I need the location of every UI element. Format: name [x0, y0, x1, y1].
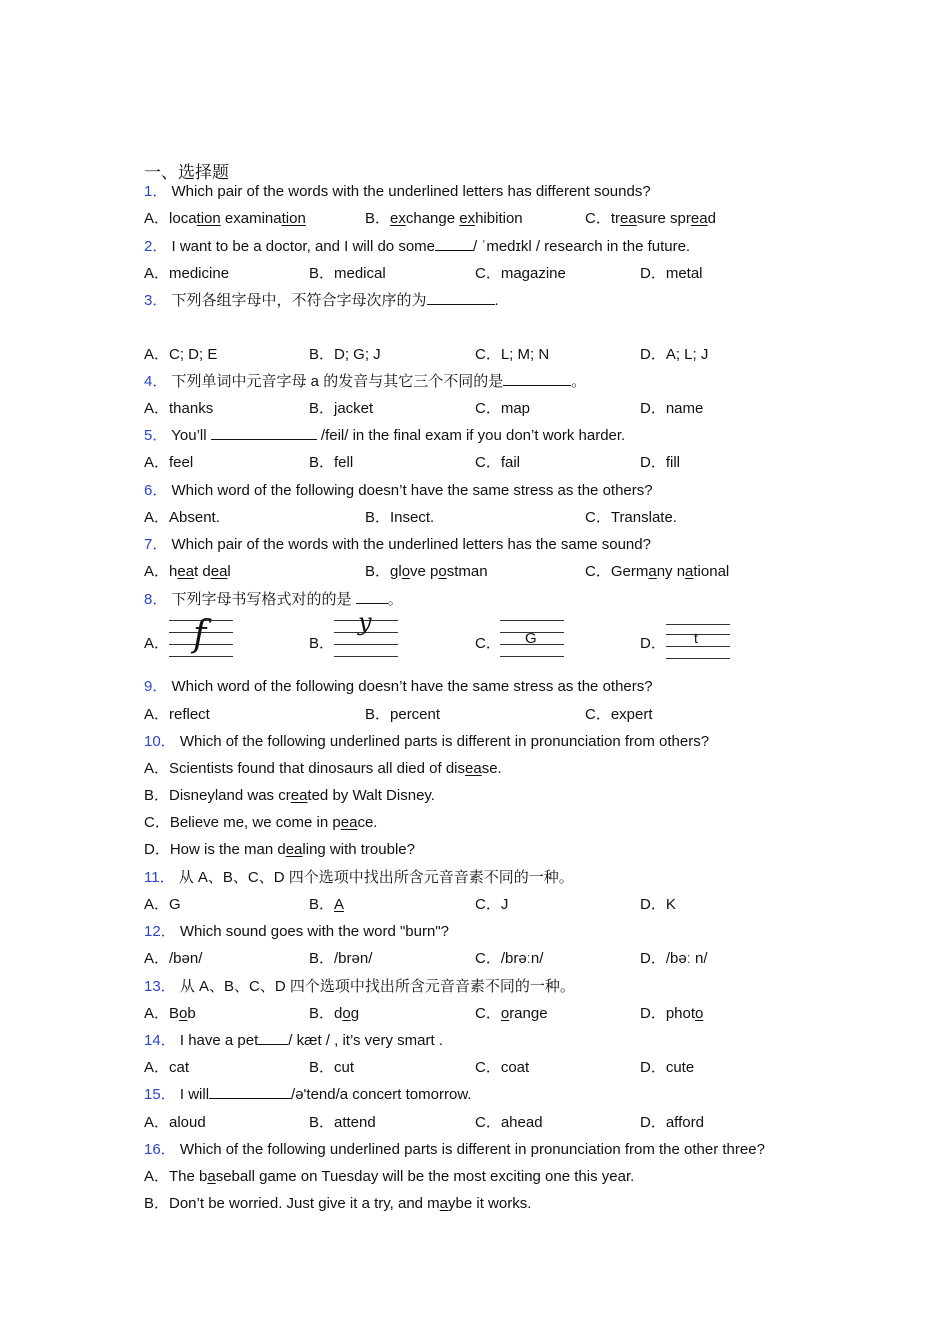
- q8-staff-a[interactable]: [169, 614, 233, 658]
- q8-letter-d: t: [694, 630, 698, 646]
- question-3: 3． 下列各组字母中，不符合字母次序的为 .: [144, 292, 499, 309]
- question-10: 10． Which of the following underlined parts is different in pronunciation from others?: [144, 733, 710, 750]
- question-15: 15． I will /ə'tend/a concert tomorrow.: [144, 1086, 472, 1103]
- q13-option-c[interactable]: C．orange: [475, 1005, 548, 1022]
- q14-option-c[interactable]: C．coat: [475, 1059, 530, 1076]
- q2-option-d[interactable]: D．metal: [640, 265, 703, 282]
- q15-option-c[interactable]: C．ahead: [475, 1114, 543, 1131]
- q8-letter-c: G: [525, 630, 537, 647]
- q3-option-b[interactable]: B．D; G; J: [309, 346, 381, 363]
- q2-option-a[interactable]: A．medicine: [144, 265, 230, 282]
- q6-option-b[interactable]: B．Insect.: [365, 509, 435, 526]
- q14-option-b[interactable]: B．cut: [309, 1059, 355, 1076]
- q5-option-d[interactable]: D．fill: [640, 454, 680, 471]
- q8-label-a[interactable]: A．: [144, 635, 170, 652]
- q8-staff-d[interactable]: [666, 624, 730, 662]
- q7-option-a[interactable]: A．heat deal: [144, 563, 231, 580]
- question-2: 2． I want to be a doctor, and I will do some / ˈmedɪkl / research in the future.: [144, 238, 691, 255]
- q9-option-a[interactable]: A．reflect: [144, 706, 210, 723]
- q5-option-b[interactable]: B．fell: [309, 454, 354, 471]
- answer-blank: [356, 589, 388, 604]
- question-5: 5． You’ll /feil/ in the final exam if you don’t work harder.: [144, 427, 626, 444]
- q10-option-a[interactable]: A．Scientists found that dinosaurs all died of disease.: [144, 760, 502, 777]
- question-7: 7． Which pair of the words with the underlined letters has the same sound?: [144, 536, 651, 553]
- q4-option-a[interactable]: A．thanks: [144, 400, 214, 417]
- q3-option-a[interactable]: A．C; D; E: [144, 346, 218, 363]
- q12-option-a[interactable]: A．/bən/: [144, 950, 203, 967]
- answer-blank: [435, 236, 473, 251]
- q15-option-d[interactable]: D．afford: [640, 1114, 704, 1131]
- q9-option-b[interactable]: B．percent: [365, 706, 441, 723]
- q3-option-c[interactable]: C．L; M; N: [475, 346, 550, 363]
- q5-option-a[interactable]: A．feel: [144, 454, 194, 471]
- q13-option-b[interactable]: B．dog: [309, 1005, 360, 1022]
- question-4: 4． 下列单词中元音字母 a 的发音与其它三个不同的是 。: [144, 373, 587, 390]
- question-13: 13． 从 A、B、C、D 四个选项中找出所含元音音素不同的一种。: [144, 978, 575, 995]
- question-1: 1． Which pair of the words with the underlined letters has different sounds?: [144, 183, 651, 200]
- q11-option-a[interactable]: A．G: [144, 896, 181, 913]
- section-title: 一、选择题: [144, 163, 229, 183]
- q8-staff-b[interactable]: [334, 608, 398, 658]
- q4-option-b[interactable]: B．jacket: [309, 400, 374, 417]
- q7-option-c[interactable]: C．Germany national: [585, 563, 730, 580]
- q14-option-a[interactable]: A．cat: [144, 1059, 190, 1076]
- q8-label-d[interactable]: D．: [640, 635, 666, 652]
- q11-option-c[interactable]: C．J: [475, 896, 509, 913]
- q10-option-b[interactable]: B．Disneyland was created by Walt Disney.: [144, 787, 435, 804]
- q8-staff-c[interactable]: [500, 620, 564, 658]
- q13-option-a[interactable]: A．Bob: [144, 1005, 196, 1022]
- q10-option-c[interactable]: C．Believe me, we come in peace.: [144, 814, 378, 831]
- question-12: 12． Which sound goes with the word "burn"?: [144, 923, 449, 940]
- q4-option-d[interactable]: D．name: [640, 400, 704, 417]
- q11-option-b[interactable]: B．A: [309, 896, 345, 913]
- q12-option-c[interactable]: C．/brəːn/: [475, 950, 544, 967]
- question-11: 11． 从 A、B、C、D 四个选项中找出所含元音音素不同的一种。: [144, 869, 574, 886]
- q6-option-c[interactable]: C．Translate.: [585, 509, 677, 526]
- q8-letter-b: y: [358, 608, 372, 636]
- answer-blank: [427, 290, 495, 305]
- q1-option-c[interactable]: C．treasure spread: [585, 210, 716, 227]
- q8-label-b[interactable]: B．: [309, 635, 335, 652]
- q15-option-a[interactable]: A．aloud: [144, 1114, 206, 1131]
- q3-option-d[interactable]: D．A; L; J: [640, 346, 709, 363]
- question-14: 14． I have a pet / kæt / , it’s very smart .: [144, 1032, 444, 1049]
- q16-option-b[interactable]: B．Don’t be worried. Just give it a try, and maybe it works.: [144, 1195, 532, 1212]
- q16-option-a[interactable]: A．The baseball game on Tuesday will be the most exciting one this year.: [144, 1168, 635, 1185]
- q1-option-b[interactable]: B．exchange exhibition: [365, 210, 523, 227]
- q1-option-a[interactable]: A．location examination: [144, 210, 306, 227]
- answer-blank: [209, 1084, 291, 1099]
- q12-option-b[interactable]: B．/brən/: [309, 950, 373, 967]
- question-16: 16． Which of the following underlined parts is different in pronunciation from the other three?: [144, 1141, 765, 1158]
- question-6: 6． Which word of the following doesn’t have the same stress as the others?: [144, 482, 653, 499]
- answer-blank: [211, 425, 317, 440]
- answer-blank: [503, 371, 571, 386]
- q4-option-c[interactable]: C．map: [475, 400, 531, 417]
- q14-option-d[interactable]: D．cute: [640, 1059, 695, 1076]
- q11-option-d[interactable]: D．K: [640, 896, 676, 913]
- q13-option-d[interactable]: D．photo: [640, 1005, 704, 1022]
- q7-option-b[interactable]: B．glove postman: [365, 563, 488, 580]
- q12-option-d[interactable]: D．/bəː n/: [640, 950, 708, 967]
- q8-label-c[interactable]: C．: [475, 635, 501, 652]
- q2-option-b[interactable]: B．medical: [309, 265, 386, 282]
- q15-option-b[interactable]: B．attend: [309, 1114, 376, 1131]
- question-8: 8． 下列字母书写格式对的的是 。: [144, 591, 403, 608]
- answer-blank: [258, 1030, 288, 1045]
- q5-option-c[interactable]: C．fail: [475, 454, 521, 471]
- question-9: 9． Which word of the following doesn’t have the same stress as the others?: [144, 678, 653, 695]
- q6-option-a[interactable]: A．Absent.: [144, 509, 220, 526]
- q9-option-c[interactable]: C．expert: [585, 706, 653, 723]
- q10-option-d[interactable]: D．How is the man dealing with trouble?: [144, 841, 415, 858]
- q2-option-c[interactable]: C．magazine: [475, 265, 566, 282]
- q8-letter-a: f: [193, 614, 207, 655]
